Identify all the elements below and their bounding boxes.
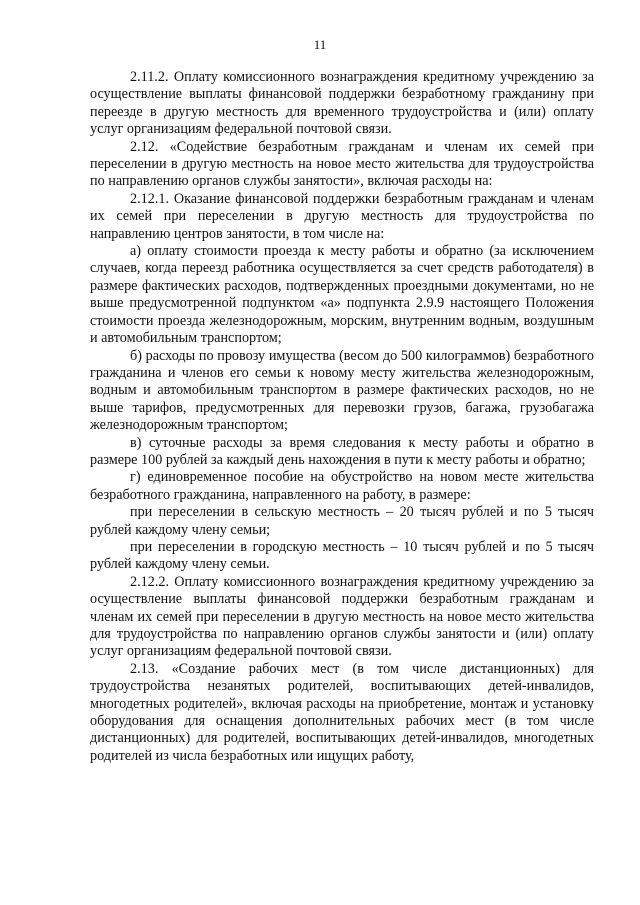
paragraph-urban-allowance: при переселении в городскую местность – 10 тысяч рублей и по 5 тысяч рублей каждому члену семьи. [90, 538, 594, 573]
paragraph-item-g: г) единовременное пособие на обустройство на новом месте жительства безработного гражданина, направленного на работу, в размере: [90, 469, 594, 503]
paragraph-2-11-2: 2.11.2. Оплату комиссионного вознаграждения кредитному учреждению за осуществление выплаты финансовой поддержки безработному гражданину при переезде в другую местность для временного трудоустройства и (или) оплату услуг организациям федеральной почтовой связи. [90, 69, 594, 138]
paragraph-2-12-1: 2.12.1. Оказание финансовой поддержки безработным гражданам и членам их семей при переселении в другую местность для трудоустройства по направлению центров занятости, в том числе на: [90, 190, 594, 242]
paragraph-rural-allowance: при переселении в сельскую местность – 20 тысяч рублей и по 5 тысяч рублей каждому члену семьи; [90, 504, 594, 538]
paragraph-2-12-2: 2.12.2. Оплату комиссионного вознаграждения кредитному учреждению за осуществление выплаты финансовой поддержки безработным гражданам и членам их семей при переселении в другую местность на новое место жительства для трудоустройства по направлению органов службы занятости и (или) оплату услуг организациям федеральной почтовой связи. [90, 573, 594, 660]
page-number: 11 [313, 37, 327, 52]
paragraph-2-13: 2.13. «Создание рабочих мест (в том числе дистанционных) для трудоустройства незанятых родителей, воспитывающих детей-инвалидов, многодетных родителей», включая расходы на приобретение, монтаж и установку оборудования для оснащения дополнительных рабочих мест (в том числе дистанционных) для родителей, воспитывающих детей-инвалидов, многодетных родителей из числа безработных или ищущих работу, [90, 660, 594, 764]
paragraph-item-b: б) расходы по провозу имущества (весом до 500 килограммов) безработного гражданина и членов его семьи к новому месту жительства железнодорожным, водным и автомобильным транспортом в размере фактических расходов, но не выше тарифов, предусмотренных для перевозки грузов, багажа, грузобагажа железнодорожным транспортом; [90, 347, 594, 434]
paragraph-2-12: 2.12. «Содействие безработным гражданам и членам их семей при переселении в другую местность на новое место жительства для трудоустройства по направлению органов службы занятости», включая расходы на: [90, 138, 594, 190]
paragraph-item-a: а) оплату стоимости проезда к месту работы и обратно (за исключением случаев, когда переезд работника осуществляется за счет средств работодателя) в размере фактических расходов, подтвержденных проездными документами, но не выше предусмотренной подпунктом «а» подпункта 2.9.9 настоящего Положения стоимости проезда железнодорожным, морским, внутренним водным, воздушным и автомобильным транспортом; [90, 243, 594, 347]
paragraph-item-v: в) суточные расходы за время следования к месту работы и обратно в размере 100 рублей за каждый день нахождения в пути к месту работы и обратно; [90, 434, 594, 468]
body-text [90, 69, 594, 765]
